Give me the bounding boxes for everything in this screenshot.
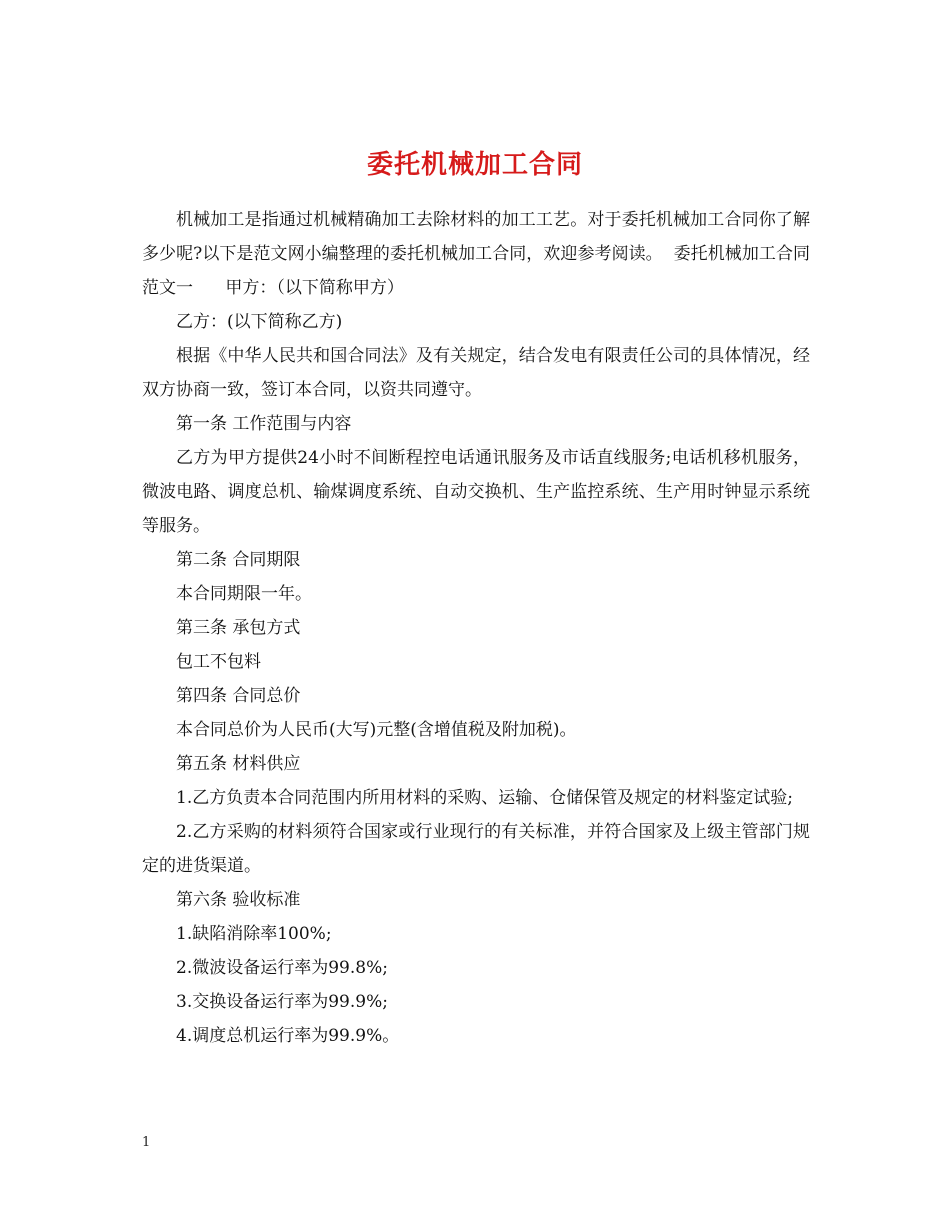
list-item-standard-4: 4.调度总机运行率为99.9%。 <box>176 1026 400 1046</box>
article-heading-5: 第五条 材料供应 <box>176 754 301 774</box>
article-heading-6: 第六条 验收标准 <box>176 890 301 910</box>
paragraph-scope: 乙方为甲方提供24小时不间断程控电话通讯服务及市话直线服务;电话机移机服务，微波电路、调度总机、输煤调度系统、自动交换机、生产监控系统、生产用时钟显示系统等服务。 <box>142 448 810 536</box>
list-item-material-1: 1.乙方负责本合同范围内所用材料的采购、运输、仓储保管及规定的材料鉴定试验; <box>176 788 793 808</box>
paragraph-contract-mode: 包工不包料 <box>176 652 261 672</box>
article-heading-1: 第一条 工作范围与内容 <box>176 414 352 434</box>
paragraph-party-b: 乙方：(以下简称乙方) <box>176 312 343 332</box>
document-body <box>142 203 810 1053</box>
paragraph-intro: 机械加工是指通过机械精确加工去除材料的加工工艺。对于委托机械加工合同你了解多少呢?以下是范文网小编整理的委托机械加工合同，欢迎参考阅读。 委托机械加工合同范文一 甲方：（以下简称甲方） <box>142 210 810 298</box>
article-heading-3: 第三条 承包方式 <box>176 618 301 638</box>
paragraph-total-price: 本合同总价为人民币(大写)元整(含增值税及附加税)。 <box>176 720 577 740</box>
list-item-material-2: 2.乙方采购的材料须符合国家或行业现行的有关标准，并符合国家及上级主管部门规定的进货渠道。 <box>142 822 810 876</box>
article-heading-4: 第四条 合同总价 <box>176 686 301 706</box>
document-title: 委托机械加工合同 <box>366 150 583 181</box>
list-item-standard-1: 1.缺陷消除率100%; <box>176 924 332 944</box>
paragraph-basis: 根据《中华人民共和国合同法》及有关规定，结合发电有限责任公司的具体情况，经双方协商一致，签订本合同，以资共同遵守。 <box>142 346 810 400</box>
page-number: 1 <box>142 1135 151 1150</box>
paragraph-term: 本合同期限一年。 <box>176 584 312 604</box>
list-item-standard-2: 2.微波设备运行率为99.8%; <box>176 958 388 978</box>
article-heading-2: 第二条 合同期限 <box>176 550 301 570</box>
list-item-standard-3: 3.交换设备运行率为99.9%; <box>176 992 388 1012</box>
